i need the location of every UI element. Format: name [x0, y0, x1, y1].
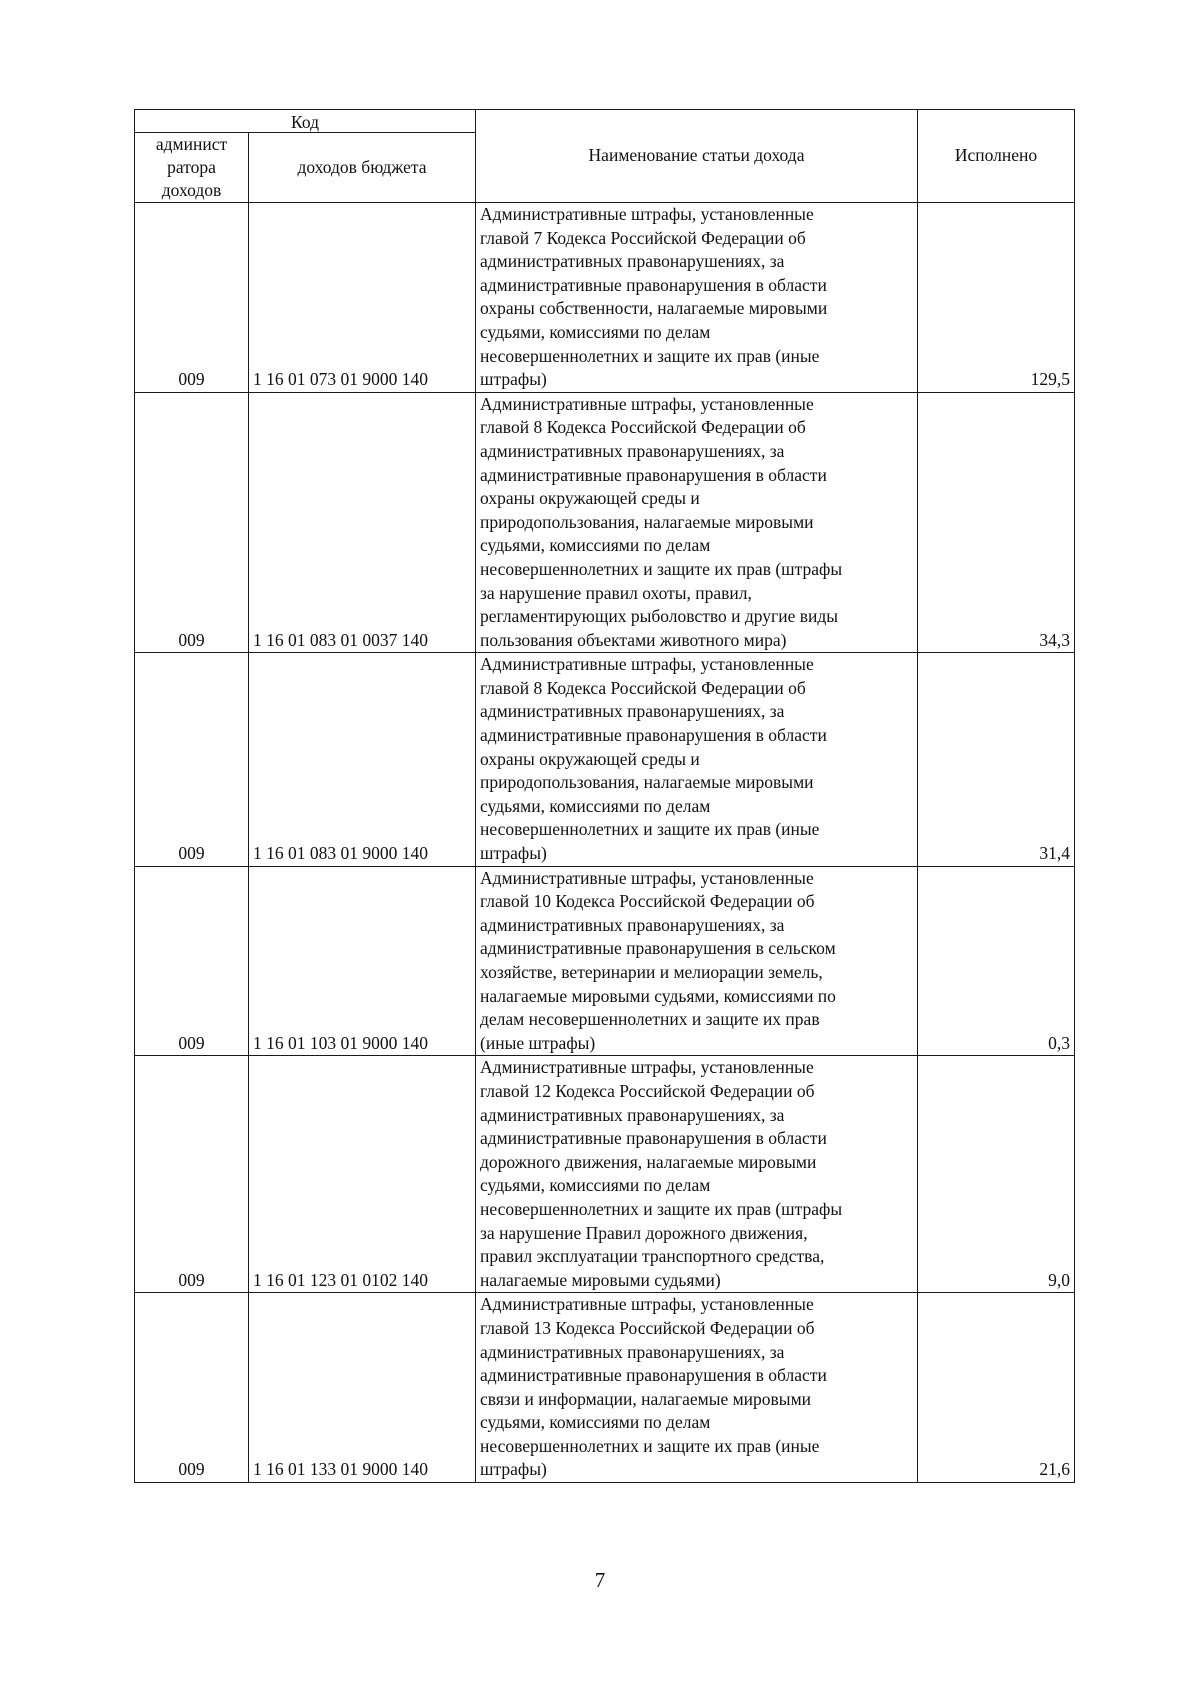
item-name-line: несовершеннолетних и защите их прав (штрафы — [480, 558, 843, 579]
item-name-line: дорожного движения, налагаемые мировыми — [480, 1151, 817, 1172]
item-name-line: штрафы) — [480, 1459, 547, 1480]
item-name-cell — [476, 392, 918, 653]
item-name-line: судьями, комиссиями по делам — [480, 795, 711, 816]
item-name-line: административные правонарушения в области — [480, 725, 827, 746]
amount-cell: 0,3 — [918, 866, 1075, 1056]
item-name-line: главой 8 Кодекса Российской Федерации об — [480, 417, 806, 438]
table-body — [135, 203, 1075, 1483]
income-code-cell: 1 16 01 073 01 9000 140 — [249, 203, 476, 393]
item-name-line: административные правонарушения в сельском — [480, 938, 836, 959]
table-header — [135, 110, 1075, 203]
item-name-line: судьями, комиссиями по делам — [480, 1175, 711, 1196]
item-name-line: административные правонарушения в области — [480, 274, 827, 295]
administrator-code-cell: 009 — [135, 1056, 249, 1293]
item-name-header: Наименование статьи дохода — [476, 110, 918, 203]
item-name-line: главой 8 Кодекса Российской Федерации об — [480, 677, 806, 698]
item-name-line: хозяйстве, ветеринарии и мелиорации земель, — [480, 962, 823, 982]
administrator-code-cell: 009 — [135, 866, 249, 1056]
amount-cell: 129,5 — [918, 203, 1075, 393]
item-name-line: Административные штрафы, установленные — [480, 204, 814, 224]
item-name-line: за нарушение правил охоты, правил, — [480, 582, 752, 603]
table-row — [135, 392, 1075, 653]
table-row — [135, 1293, 1075, 1483]
item-name-line: регламентирующих рыболовство и другие виды — [480, 606, 838, 627]
item-name-cell — [476, 203, 918, 393]
item-name-cell — [476, 1293, 918, 1483]
item-name-line: несовершеннолетних и защите их прав (иные — [480, 819, 820, 840]
item-name-line: несовершеннолетних и защите их прав (штрафы — [480, 1198, 843, 1219]
table-row — [135, 866, 1075, 1056]
item-name-line: налагаемые мировыми судьями, комиссиями по — [480, 985, 836, 1006]
item-name-line: Административные штрафы, установленные — [480, 654, 814, 675]
item-name-line: главой 10 Кодекса Российской Федерации об — [480, 891, 815, 912]
item-name-cell — [476, 653, 918, 866]
item-name-line: (иные штрафы) — [480, 1032, 596, 1053]
item-name-line: Административные штрафы, установленные — [480, 1294, 814, 1315]
income-code-cell: 1 16 01 103 01 9000 140 — [249, 866, 476, 1056]
table-row — [135, 1056, 1075, 1293]
administrator-code-cell: 009 — [135, 653, 249, 866]
executed-header: Исполнено — [918, 110, 1075, 203]
code-group-header: Код — [135, 110, 476, 133]
item-name-line: Административные штрафы, установленные — [480, 393, 814, 414]
income-code-cell: 1 16 01 133 01 9000 140 — [249, 1293, 476, 1483]
amount-cell: 34,3 — [918, 392, 1075, 653]
administrator-header-line: доходов — [161, 180, 222, 200]
item-name-line: пользования объектами животного мира) — [480, 629, 787, 650]
item-name-line: судьями, комиссиями по делам — [480, 321, 711, 342]
item-name-line: налагаемые мировыми судьями) — [480, 1269, 721, 1290]
item-name-line: охраны собственности, налагаемые мировыми — [480, 298, 828, 319]
item-name-line: административные правонарушения в области — [480, 1365, 827, 1386]
item-name-line: административные правонарушения в области — [480, 464, 827, 485]
income-code-header: доходов бюджета — [249, 133, 476, 203]
income-code-cell: 1 16 01 123 01 0102 140 — [249, 1056, 476, 1293]
income-code-cell: 1 16 01 083 01 9000 140 — [249, 653, 476, 866]
item-name-line: административные правонарушения в области — [480, 1128, 827, 1149]
item-name-line: административных правонарушениях, за — [480, 1341, 785, 1362]
revenue-table — [134, 109, 1075, 1483]
item-name-line: главой 12 Кодекса Российской Федерации об — [480, 1080, 815, 1101]
item-name-line: штрафы) — [480, 369, 547, 390]
income-code-cell: 1 16 01 083 01 0037 140 — [249, 392, 476, 653]
administrator-code-cell: 009 — [135, 392, 249, 653]
item-name-line: Административные штрафы, установленные — [480, 867, 814, 888]
item-name-line: делам несовершеннолетних и защите их прав — [480, 1009, 820, 1030]
item-name-line: за нарушение Правил дорожного движения, — [480, 1222, 808, 1243]
item-name-cell — [476, 866, 918, 1056]
amount-cell: 31,4 — [918, 653, 1075, 866]
administrator-code-cell: 009 — [135, 203, 249, 393]
table-row — [135, 203, 1075, 393]
item-name-line: административных правонарушениях, за — [480, 701, 785, 722]
item-name-line: штрафы) — [480, 843, 547, 864]
item-name-line: охраны окружающей среды и — [480, 748, 700, 769]
item-name-line: административных правонарушениях, за — [480, 251, 785, 272]
item-name-line: правил эксплуатации транспортного средства, — [480, 1246, 825, 1267]
item-name-line: главой 13 Кодекса Российской Федерации об — [480, 1317, 815, 1338]
amount-cell: 9,0 — [918, 1056, 1075, 1293]
item-name-line: судьями, комиссиями по делам — [480, 535, 711, 556]
item-name-cell — [476, 1056, 918, 1293]
table-row — [135, 653, 1075, 866]
item-name-line: несовершеннолетних и защите их прав (иные — [480, 1435, 820, 1456]
item-name-line: административных правонарушениях, за — [480, 440, 785, 461]
administrator-code-header — [135, 133, 249, 203]
amount-cell: 21,6 — [918, 1293, 1075, 1483]
item-name-line: природопользования, налагаемые мировыми — [480, 511, 814, 532]
item-name-line: судьями, комиссиями по делам — [480, 1412, 711, 1433]
item-name-line: административных правонарушениях, за — [480, 1104, 785, 1125]
administrator-header-line: ратора — [167, 157, 216, 177]
item-name-line: охраны окружающей среды и — [480, 488, 700, 509]
item-name-line: Административные штрафы, установленные — [480, 1057, 814, 1078]
item-name-line: связи и информации, налагаемые мировыми — [480, 1388, 812, 1409]
item-name-line: главой 7 Кодекса Российской Федерации об — [480, 227, 806, 248]
item-name-line: несовершеннолетних и защите их прав (иные — [480, 345, 820, 366]
item-name-line: административных правонарушениях, за — [480, 914, 785, 935]
administrator-code-cell: 009 — [135, 1293, 249, 1483]
page-number: 7 — [594, 1568, 606, 1592]
administrator-header-line: админист — [155, 134, 228, 154]
item-name-line: природопользования, налагаемые мировыми — [480, 772, 814, 793]
